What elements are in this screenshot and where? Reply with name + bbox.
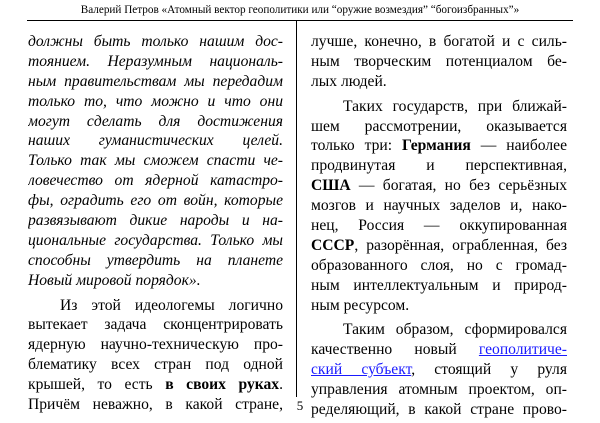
text-line: блематику всех стран под одной	[28, 356, 283, 374]
quote-paragraph	[28, 32, 283, 291]
text-line: Таких государств, при ближай-	[343, 97, 567, 115]
text-fragment: , стоящий у руля	[411, 361, 567, 379]
text-line: мозгов и научных заделов и, нако-	[311, 197, 567, 215]
text-line	[311, 236, 567, 256]
header-rule	[27, 20, 573, 21]
text-line: шем рассмотрении, оказывается	[311, 117, 567, 135]
page-number: 5	[296, 398, 304, 413]
text-fragment: только три:	[311, 137, 402, 155]
quote-line: только то, что можно и что они	[28, 92, 283, 110]
quote-text-end: Новый мировой порядок	[28, 271, 189, 289]
text-line: управления атомным проектом, оп-	[311, 381, 567, 399]
quote-line: тоянием. Неразумным националь-	[28, 52, 283, 70]
bold-germany: Германия	[402, 137, 471, 155]
bold-emphasis: в своих руках	[165, 376, 280, 394]
text-line: лых людей.	[311, 72, 387, 90]
column-divider	[296, 21, 297, 397]
quote-line: циональные государства. Только мы	[28, 231, 283, 249]
running-header: Валерий Петров «Атомный вектор геополитики или “оружие возмездия” “богоизбранных”»	[80, 4, 520, 16]
right-column	[311, 32, 567, 420]
quote-line: могут сделать для достижения	[28, 112, 283, 130]
text-line: ным творческим потенциалом бе-	[311, 52, 567, 70]
text-line: Причём неважно, в какой стране,	[28, 396, 283, 414]
text-fragment: , разорённая, ограбленная, без	[354, 236, 567, 254]
text-line	[311, 136, 567, 156]
body-paragraph	[311, 32, 567, 92]
quote-line-last	[28, 271, 283, 291]
text-line: лучше, конечно, в богатой и с силь-	[311, 33, 567, 50]
text-line: вытекает задача сконцентрировать	[28, 316, 283, 334]
text-line	[311, 360, 567, 380]
quote-line: наших гуманистических целей.	[28, 132, 283, 150]
quote-line: ловечество от ядерной катастро-	[28, 172, 283, 190]
geopolitical-subject-link-part1[interactable]: геополитиче-	[478, 341, 567, 359]
text-line	[28, 375, 283, 395]
text-line: нец, Россия — оккупированная	[311, 217, 567, 235]
text-fragment: крышей, то есть	[28, 376, 166, 394]
text-fragment: .	[279, 376, 283, 394]
left-column	[28, 32, 283, 415]
text-fragment: — наиболее	[470, 137, 567, 155]
text-line: ным интеллектуальным и природ-	[311, 276, 567, 294]
text-line: Из этой идеологемы логично	[60, 296, 283, 314]
geopolitical-subject-link-part2[interactable]: ский субъект	[311, 361, 412, 379]
text-line	[311, 340, 567, 360]
body-paragraph	[28, 296, 283, 415]
quote-line: ным правительствам мы передадим	[28, 72, 283, 90]
text-fragment: — богатая, но без серьёзных	[350, 177, 567, 195]
text-line: Таким образом, сформировался	[343, 321, 567, 339]
quote-line: Только так мы сможем спасти че-	[28, 152, 283, 170]
bold-usa: США	[311, 177, 351, 195]
text-fragment: качественно новый	[311, 341, 479, 359]
text-line	[311, 176, 567, 196]
bold-ussr: СССР	[311, 236, 355, 254]
text-line: ным ресурсом.	[311, 296, 410, 314]
body-paragraph	[311, 97, 567, 316]
text-line: продвинутая и перспективная,	[311, 157, 567, 175]
quote-line: фы, оградить его от войн, которые	[28, 192, 283, 210]
text-line: ределяющий, в какой стране прово-	[311, 401, 567, 419]
text-line: образованного слоя, но с громад-	[311, 256, 567, 274]
quote-line: способны утвердить на планете	[28, 251, 283, 269]
quote-close: ».	[188, 271, 201, 289]
quote-line: должны быть только нашим дос-	[28, 33, 283, 50]
quote-line: развязывают дикие народы и на-	[28, 212, 283, 230]
text-line: ядерную научно-техническую про-	[28, 336, 283, 354]
